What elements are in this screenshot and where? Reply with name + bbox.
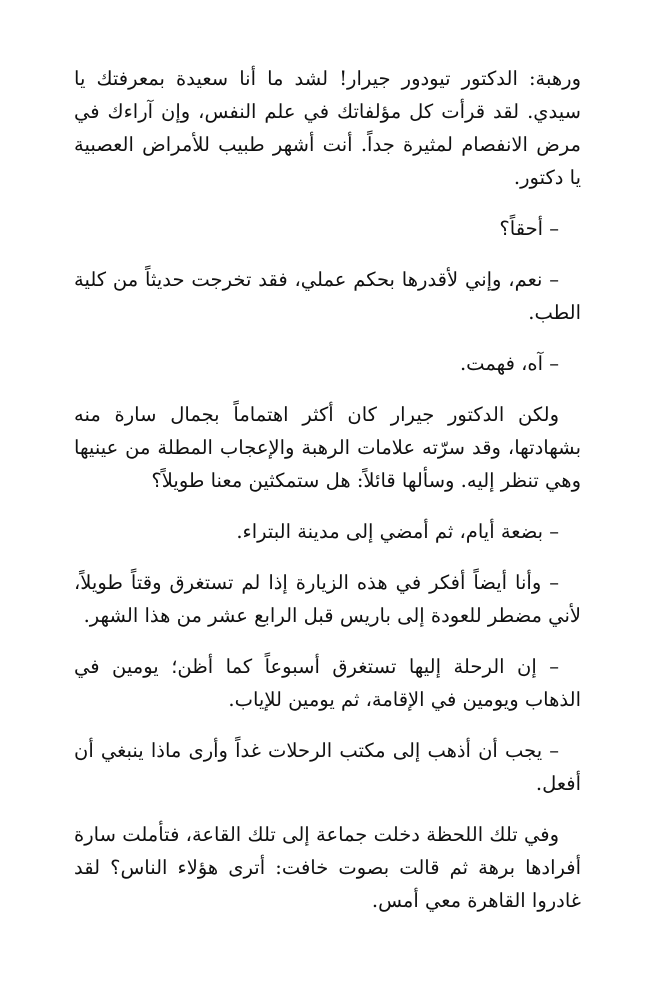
dialog-line: – آه، فهمت.: [459, 352, 559, 375]
dialog-line: – أحقاً؟: [499, 217, 559, 240]
dialog-line: – وأنا أيضاً أفكر في هذه الزيارة إذا لم تستغرق وقتاً طويلاً، لأني مضطر للعودة إلى باريس قبل الرابع عشر من هذا الشهر.: [74, 571, 581, 627]
paragraph-narration: وفي تلك اللحظة دخلت جماعة إلى تلك القاعة، فتأملت سارة أفرادها برهة ثم قالت بصوت خافت: أترى هؤلاء الناس؟ لقد غادروا القاهرة معي أمس.: [74, 823, 581, 912]
paragraph-intro: ورهبة: الدكتور تيودور جيرار! لشد ما أنا سعيدة بمعرفتك يا سيدي. لقد قرأت كل مؤلفاتك في علم النفس، وإن آراءك في مرض الانفصام لمثيرة جداً. أنت أشهر طبيب للأمراض العصبية يا دكتور.: [74, 67, 581, 189]
dialog-line: – يجب أن أذهب إلى مكتب الرحلات غداً وأرى ماذا ينبغي أن أفعل.: [74, 739, 581, 795]
dialog-line: – بضعة أيام، ثم أمضي إلى مدينة البتراء.: [236, 520, 559, 543]
dialog-line: – نعم، وإني لأقدرها بحكم عملي، فقد تخرجت حديثاً من كلية الطب.: [74, 268, 581, 324]
paragraph-narration: ولكن الدكتور جيرار كان أكثر اهتماماً بجمال سارة منه بشهادتها، وقد سرّته علامات الرهبة والإعجاب المطلة من عينيها وهي تنظر إليه. وسألها قائلاً: هل ستمكثين معنا طويلاً؟: [74, 403, 581, 492]
dialog-line: – إن الرحلة إليها تستغرق أسبوعاً كما أظن؛ يومين في الذهاب ويومين في الإقامة، ثم يومين للإياب.: [74, 655, 581, 711]
